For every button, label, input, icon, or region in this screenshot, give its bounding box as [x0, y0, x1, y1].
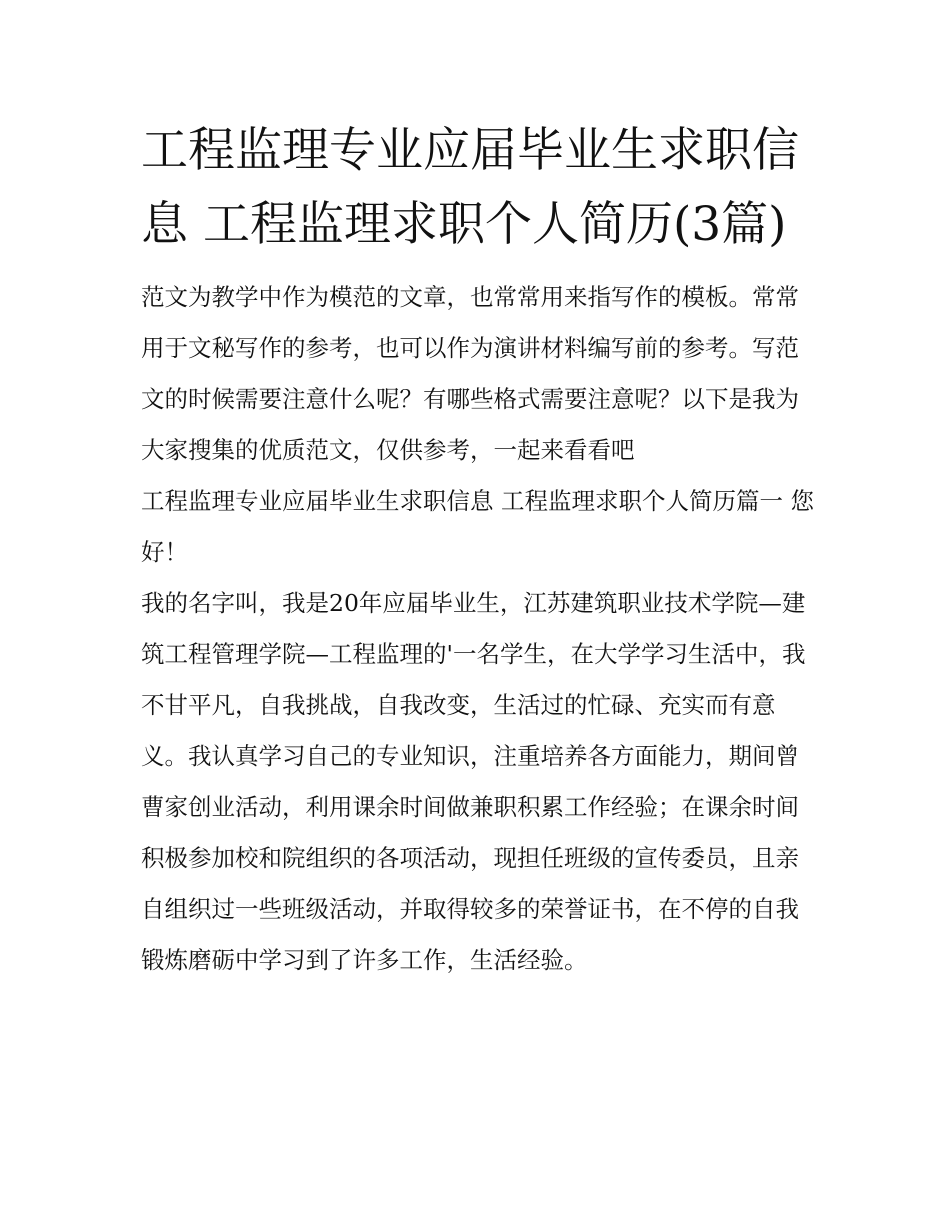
document-title: 工程监理专业应届毕业生求职信息 工程监理求职个人简历(3篇): [141, 123, 799, 252]
section-heading-paragraph: 工程监理专业应届毕业生求职信息 工程监理求职个人简历篇一 您好！: [141, 487, 814, 566]
document-content: [141, 114, 821, 986]
body-paragraph: 我的名字叫，我是20年应届毕业生，江苏建筑职业技术学院—建筑工程管理学院—工程监理的'一名学生，在大学学习生活中，我不甘平凡，自我挑战，自我改变，生活过的忙碌、充实而有意义。我认真学习自己的专业知识，注重培养各方面能力，期间曾曹家创业活动，利用课余时间做兼职积累工作经验；在课余时间积极参加校和院组织的各项活动，现担任班级的宣传委员，且亲自组织过一些班级活动，并取得较多的荣誉证书，在不停的自我锻炼磨砺中学习到了许多工作，生活经验。: [141, 589, 806, 974]
intro-paragraph: 范文为教学中作为模范的文章，也常常用来指写作的模板。常常用于文秘写作的参考，也可以作为演讲材料编写前的参考。写范文的时候需要注意什么呢？有哪些格式需要注意呢？以下是我为大家搜集的优质范文，仅供参考，一起来看看吧: [141, 283, 799, 464]
